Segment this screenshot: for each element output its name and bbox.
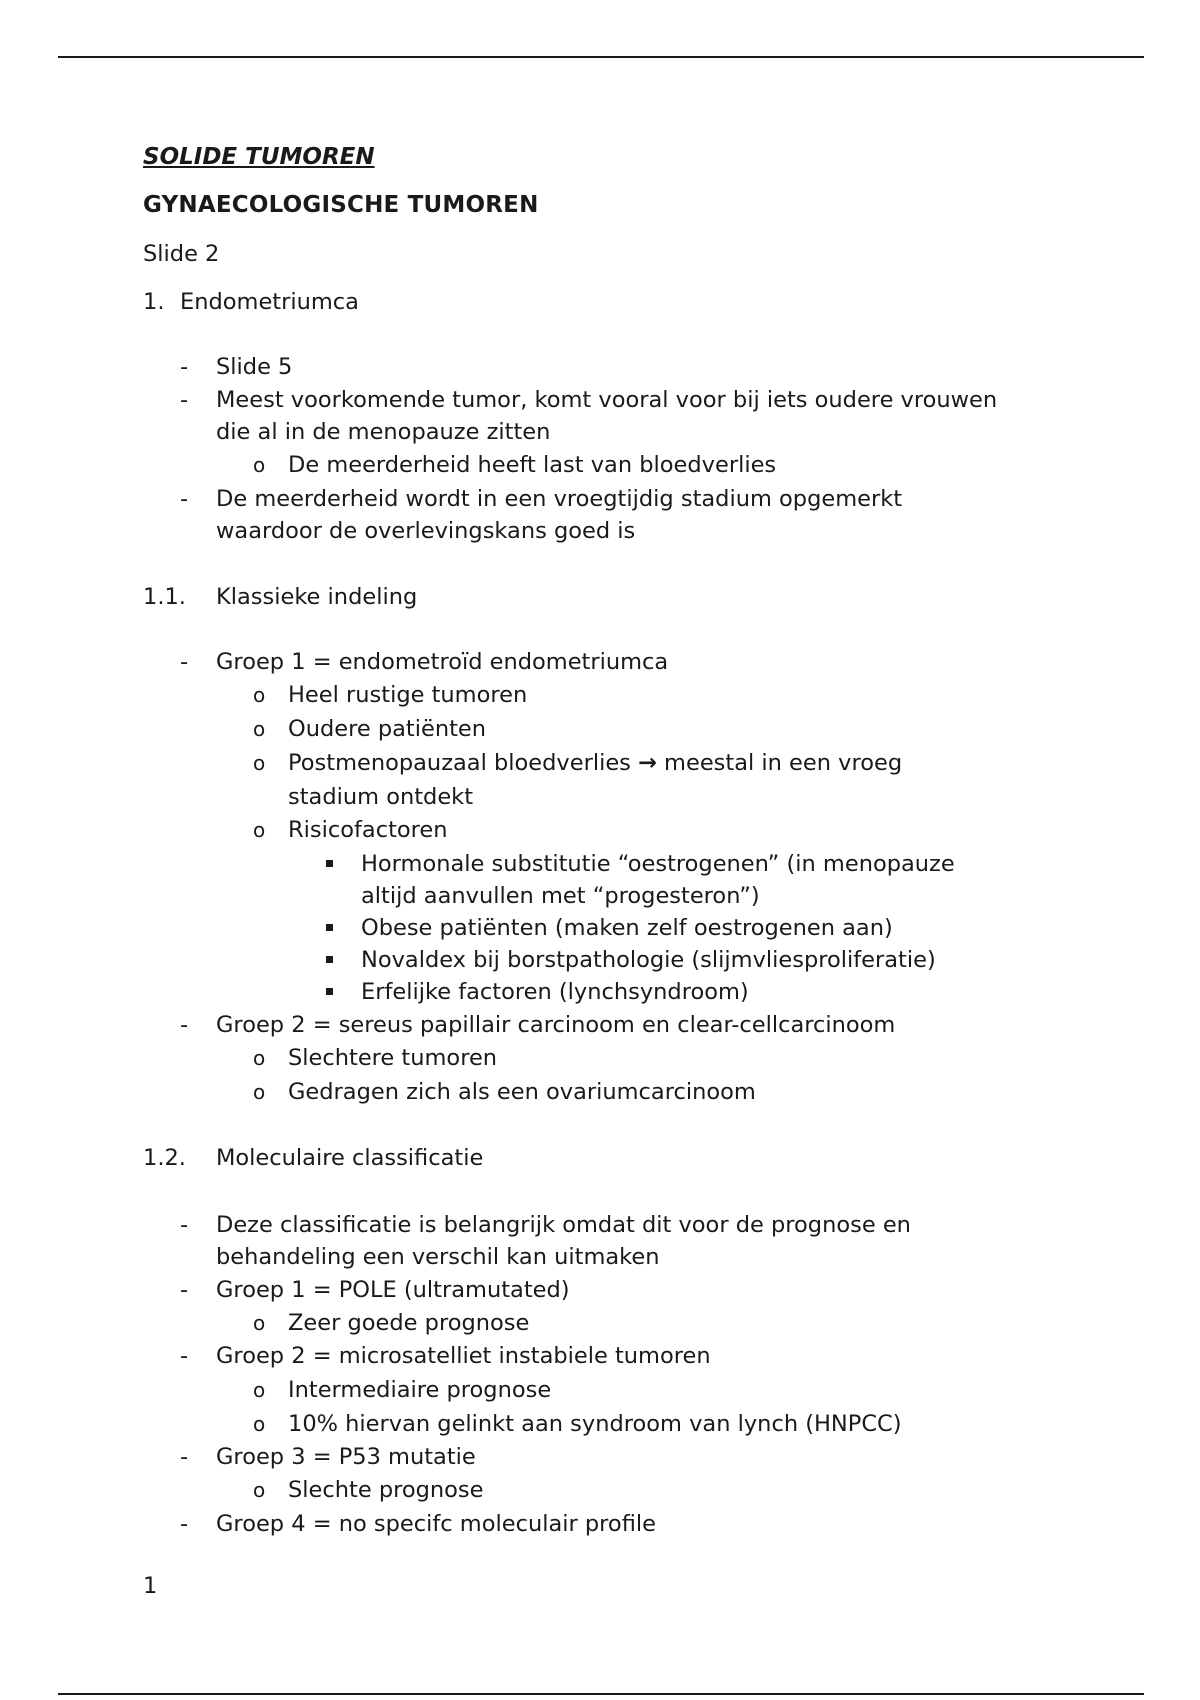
page-number: 1 bbox=[143, 1573, 158, 1599]
dash-bullet: - bbox=[180, 486, 189, 512]
circle-bullet: o bbox=[253, 1046, 266, 1070]
header-rule bbox=[58, 56, 1144, 58]
circle-bullet: o bbox=[253, 818, 266, 842]
dash-bullet: - bbox=[180, 1212, 189, 1238]
dash-bullet: - bbox=[180, 1511, 189, 1537]
section-number: 1.1. bbox=[143, 584, 186, 610]
dash-bullet: - bbox=[180, 354, 189, 380]
document-title: SOLIDE TUMOREN bbox=[143, 144, 375, 170]
dash-bullet: - bbox=[180, 1444, 189, 1470]
circle-bullet: o bbox=[253, 751, 266, 775]
circle-bullet: o bbox=[253, 717, 266, 741]
circle-bullet: o bbox=[253, 453, 266, 477]
square-bullet bbox=[326, 860, 333, 867]
dash-bullet: - bbox=[180, 649, 189, 675]
circle-bullet: o bbox=[253, 1080, 266, 1104]
section-number: 1.2. bbox=[143, 1145, 186, 1171]
section-label: Moleculaire classificatie bbox=[216, 1145, 484, 1171]
footer-rule bbox=[58, 1693, 1144, 1695]
dash-bullet: - bbox=[180, 387, 189, 413]
section-number: 1. bbox=[143, 289, 165, 315]
circle-bullet: o bbox=[253, 1478, 266, 1502]
square-bullet bbox=[326, 924, 333, 931]
circle-bullet: o bbox=[253, 1378, 266, 1402]
square-bullet bbox=[326, 956, 333, 963]
dash-bullet: - bbox=[180, 1012, 189, 1038]
dash-bullet: - bbox=[180, 1343, 189, 1369]
arrow-right-icon: → bbox=[638, 750, 657, 776]
section-label: Klassieke indeling bbox=[216, 584, 418, 610]
square-bullet bbox=[326, 988, 333, 995]
slide-reference: Slide 2 bbox=[143, 241, 220, 267]
section-label: Endometriumca bbox=[180, 289, 359, 315]
circle-bullet: o bbox=[253, 1311, 266, 1335]
circle-bullet: o bbox=[253, 683, 266, 707]
section-heading: GYNAECOLOGISCHE TUMOREN bbox=[143, 192, 539, 218]
dash-bullet: - bbox=[180, 1277, 189, 1303]
circle-bullet: o bbox=[253, 1412, 266, 1436]
